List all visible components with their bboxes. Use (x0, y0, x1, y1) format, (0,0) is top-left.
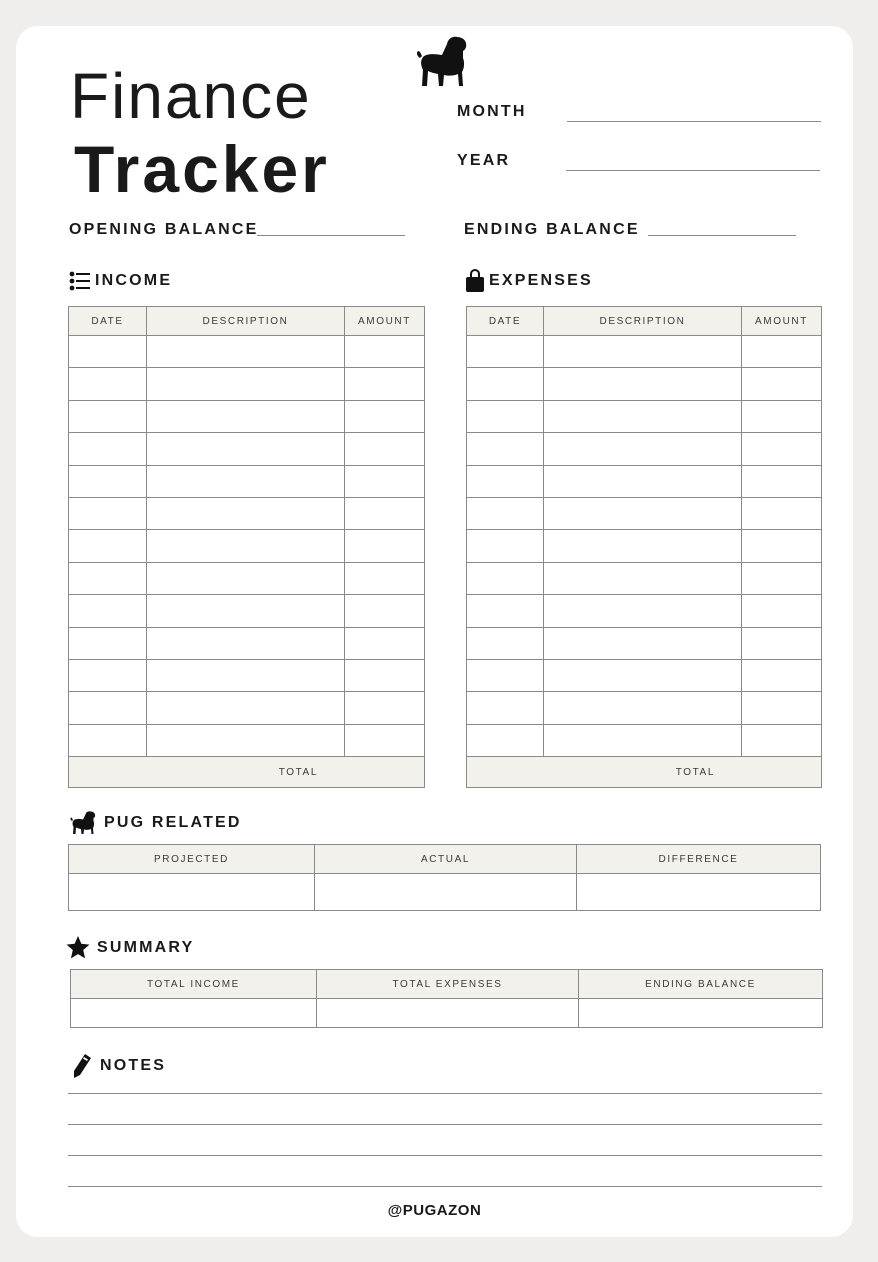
expenses-amount-cell[interactable] (742, 400, 822, 432)
expenses-row (467, 336, 822, 368)
planner-sheet (16, 26, 853, 1237)
income-amount-cell[interactable] (345, 530, 425, 562)
pug-col-projected: PROJECTED (69, 845, 315, 874)
income-amount-cell[interactable] (345, 465, 425, 497)
expenses-date-cell[interactable] (467, 659, 544, 691)
expenses-date-cell[interactable] (467, 368, 544, 400)
year-line[interactable] (566, 170, 820, 171)
income-description-cell[interactable] (147, 692, 345, 724)
income-row (69, 497, 425, 529)
summary-total-income-cell[interactable] (71, 999, 317, 1028)
income-table (68, 306, 425, 788)
income-row (69, 530, 425, 562)
income-description-cell[interactable] (147, 627, 345, 659)
expenses-amount-cell[interactable] (742, 692, 822, 724)
income-date-cell[interactable] (69, 497, 147, 529)
summary-col-ending-balance: ENDING BALANCE (579, 970, 823, 999)
expenses-date-cell[interactable] (467, 627, 544, 659)
expenses-total-row (467, 757, 822, 788)
expenses-header-row (467, 307, 822, 336)
income-amount-cell[interactable] (345, 627, 425, 659)
expenses-description-cell[interactable] (544, 692, 742, 724)
month-line[interactable] (567, 121, 821, 122)
expenses-row (467, 562, 822, 594)
expenses-row (467, 692, 822, 724)
ending-balance-label: ENDING BALANCE (464, 221, 640, 238)
expenses-date-cell[interactable] (467, 595, 544, 627)
pug-silhouette-icon (414, 36, 468, 88)
summary-input-row (71, 999, 823, 1028)
notes-line-4[interactable] (68, 1186, 822, 1187)
expenses-date-cell[interactable] (467, 497, 544, 529)
expenses-col-date: DATE (467, 307, 544, 336)
expenses-description-cell[interactable] (544, 595, 742, 627)
pug-col-difference: DIFFERENCE (577, 845, 821, 874)
title-line-1: Finance (70, 60, 312, 132)
footer-handle: @PUGAZON (387, 1202, 482, 1219)
expenses-description-cell[interactable] (544, 530, 742, 562)
income-description-cell[interactable] (147, 659, 345, 691)
expenses-description-cell[interactable] (544, 497, 742, 529)
income-date-cell[interactable] (69, 465, 147, 497)
expenses-description-cell[interactable] (544, 465, 742, 497)
income-col-date: DATE (69, 307, 147, 336)
income-description-cell[interactable] (147, 562, 345, 594)
expenses-amount-cell[interactable] (742, 724, 822, 756)
income-row (69, 627, 425, 659)
summary-ending-balance-cell[interactable] (579, 999, 823, 1028)
notes-line-1[interactable] (68, 1093, 822, 1094)
notes-line-3[interactable] (68, 1155, 822, 1156)
income-description-cell[interactable] (147, 433, 345, 465)
notes-title: NOTES (100, 1057, 167, 1074)
expenses-description-cell[interactable] (544, 659, 742, 691)
income-description-cell[interactable] (147, 336, 345, 368)
income-description-cell[interactable] (147, 497, 345, 529)
income-amount-cell[interactable] (345, 400, 425, 432)
summary-table (70, 969, 823, 1028)
income-amount-cell[interactable] (345, 692, 425, 724)
income-row (69, 562, 425, 594)
summary-col-total-expenses: TOTAL EXPENSES (317, 970, 579, 999)
income-amount-cell[interactable] (345, 336, 425, 368)
expenses-description-cell[interactable] (544, 400, 742, 432)
list-icon (69, 270, 91, 292)
expenses-description-cell[interactable] (544, 724, 742, 756)
star-icon (65, 935, 91, 960)
expenses-row (467, 497, 822, 529)
shopping-bag-icon (465, 269, 485, 293)
summary-title: SUMMARY (97, 938, 195, 956)
pug-related-header-row (69, 845, 821, 874)
income-total-label: TOTAL (69, 757, 425, 788)
income-date-cell[interactable] (69, 530, 147, 562)
expenses-description-cell[interactable] (544, 368, 742, 400)
expenses-amount-cell[interactable] (742, 595, 822, 627)
income-title: INCOME (95, 272, 173, 289)
opening-balance-label: OPENING BALANCE (69, 221, 259, 238)
income-date-cell[interactable] (69, 595, 147, 627)
expenses-title: EXPENSES (489, 272, 593, 289)
expenses-date-cell[interactable] (467, 433, 544, 465)
income-amount-cell[interactable] (345, 724, 425, 756)
income-amount-cell[interactable] (345, 562, 425, 594)
income-description-cell[interactable] (147, 400, 345, 432)
expenses-date-cell[interactable] (467, 465, 544, 497)
expenses-row (467, 659, 822, 691)
summary-col-total-income: TOTAL INCOME (71, 970, 317, 999)
income-row (69, 692, 425, 724)
ending-balance-line[interactable] (648, 235, 796, 236)
income-date-cell[interactable] (69, 659, 147, 691)
income-description-cell[interactable] (147, 530, 345, 562)
expenses-row (467, 724, 822, 756)
income-col-description: DESCRIPTION (147, 307, 345, 336)
income-date-cell[interactable] (69, 562, 147, 594)
pug-related-title: PUG RELATED (104, 814, 242, 831)
pug-col-actual: ACTUAL (315, 845, 577, 874)
income-date-cell[interactable] (69, 336, 147, 368)
income-description-cell[interactable] (147, 465, 345, 497)
year-label: YEAR (457, 152, 511, 169)
income-header-row (69, 307, 425, 336)
income-row (69, 595, 425, 627)
pug-projected-cell[interactable] (69, 874, 315, 911)
expenses-date-cell[interactable] (467, 562, 544, 594)
income-description-cell[interactable] (147, 368, 345, 400)
expenses-row (467, 400, 822, 432)
income-row (69, 336, 425, 368)
expenses-description-cell[interactable] (544, 433, 742, 465)
expenses-amount-cell[interactable] (742, 497, 822, 529)
expenses-amount-cell[interactable] (742, 368, 822, 400)
income-amount-cell[interactable] (345, 595, 425, 627)
expenses-amount-cell[interactable] (742, 562, 822, 594)
expenses-col-description: DESCRIPTION (544, 307, 742, 336)
pug-related-heading (69, 811, 242, 835)
income-row (69, 659, 425, 691)
income-row (69, 724, 425, 756)
opening-balance-line[interactable] (257, 235, 405, 236)
expenses-row (467, 433, 822, 465)
expenses-row (467, 465, 822, 497)
income-date-cell[interactable] (69, 724, 147, 756)
expenses-heading (465, 269, 593, 293)
pug-related-input-row (69, 874, 821, 911)
expenses-date-cell[interactable] (467, 724, 544, 756)
expenses-amount-cell[interactable] (742, 659, 822, 691)
pug-difference-cell[interactable] (577, 874, 821, 911)
income-amount-cell[interactable] (345, 368, 425, 400)
expenses-amount-cell[interactable] (742, 433, 822, 465)
income-row (69, 433, 425, 465)
income-row (69, 465, 425, 497)
pug-silhouette-icon (69, 811, 96, 835)
income-description-cell[interactable] (147, 724, 345, 756)
expenses-col-amount: AMOUNT (742, 307, 822, 336)
notes-heading (72, 1053, 166, 1079)
expenses-row (467, 368, 822, 400)
income-amount-cell[interactable] (345, 497, 425, 529)
income-date-cell[interactable] (69, 627, 147, 659)
expenses-amount-cell[interactable] (742, 336, 822, 368)
income-date-cell[interactable] (69, 692, 147, 724)
summary-heading (65, 935, 194, 960)
expenses-description-cell[interactable] (544, 562, 742, 594)
expenses-date-cell[interactable] (467, 400, 544, 432)
summary-total-expenses-cell[interactable] (317, 999, 579, 1028)
expenses-date-cell[interactable] (467, 336, 544, 368)
income-amount-cell[interactable] (345, 659, 425, 691)
expenses-amount-cell[interactable] (742, 530, 822, 562)
expenses-date-cell[interactable] (467, 692, 544, 724)
pug-actual-cell[interactable] (315, 874, 577, 911)
income-date-cell[interactable] (69, 368, 147, 400)
expenses-table (466, 306, 822, 788)
pug-related-table (68, 844, 821, 911)
income-date-cell[interactable] (69, 433, 147, 465)
expenses-date-cell[interactable] (467, 530, 544, 562)
expenses-description-cell[interactable] (544, 336, 742, 368)
pencil-icon (72, 1053, 92, 1079)
month-label: MONTH (457, 103, 527, 120)
income-row (69, 400, 425, 432)
income-description-cell[interactable] (147, 595, 345, 627)
expenses-row (467, 627, 822, 659)
income-row (69, 368, 425, 400)
income-col-amount: AMOUNT (345, 307, 425, 336)
expenses-row (467, 595, 822, 627)
expenses-description-cell[interactable] (544, 627, 742, 659)
income-date-cell[interactable] (69, 400, 147, 432)
income-heading (69, 270, 172, 292)
summary-header-row (71, 970, 823, 999)
income-amount-cell[interactable] (345, 433, 425, 465)
expenses-amount-cell[interactable] (742, 465, 822, 497)
notes-line-2[interactable] (68, 1124, 822, 1125)
expenses-amount-cell[interactable] (742, 627, 822, 659)
income-total-row (69, 757, 425, 788)
expenses-total-label: TOTAL (467, 757, 822, 788)
expenses-row (467, 530, 822, 562)
title-line-2: Tracker (74, 132, 330, 206)
